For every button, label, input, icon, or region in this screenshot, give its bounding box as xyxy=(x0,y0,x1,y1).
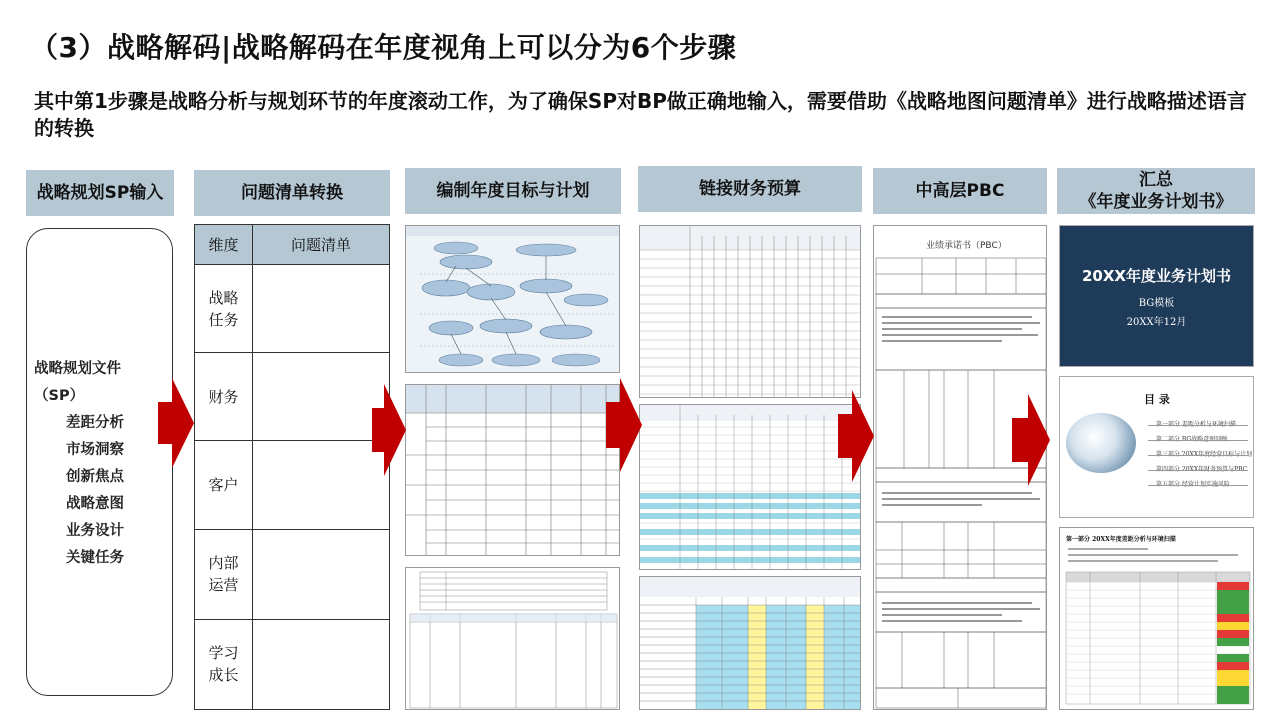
budget-summary-thumbnail xyxy=(639,576,861,710)
header-pbc: 中高层PBC xyxy=(873,168,1047,214)
plan-book-cover xyxy=(1059,225,1254,367)
cover-title: 20XX年度业务计划书 xyxy=(1081,266,1231,285)
sp-item: 战略意图 xyxy=(66,496,124,512)
toc-item: 第五部分 经营计划实施风险 xyxy=(1156,481,1230,488)
arrow-right-icon xyxy=(384,384,406,476)
report-page-thumbnail xyxy=(1059,527,1254,710)
table-row: 学习 成长 xyxy=(195,619,390,709)
header-question-list: 问题清单转换 xyxy=(194,170,390,216)
arrow-right-icon xyxy=(852,390,874,482)
header-sp-input: 战略规划SP输入 xyxy=(26,170,174,216)
plan-form-thumbnail xyxy=(405,567,620,710)
table-row: 财务 xyxy=(195,353,390,441)
budget-table-thumbnail xyxy=(639,225,861,398)
toc-item: 第一部分 差距分析与环境扫描 xyxy=(1156,421,1236,428)
sp-item: 市场洞察 xyxy=(66,442,124,458)
goals-table-thumbnail xyxy=(405,384,620,556)
toc-title: 目 录 xyxy=(1144,393,1170,406)
arrow-body xyxy=(1012,418,1028,462)
toc-item: 第四部分 20XX年财务预算与PBC xyxy=(1156,466,1248,473)
toc-item: 第三部分 20XX年度经营目标与计划 xyxy=(1156,451,1253,458)
arrow-body xyxy=(838,414,852,458)
sp-doc-sub: （SP） xyxy=(34,388,85,404)
cover-subtitle: BG模板 xyxy=(1138,297,1175,309)
arrow-body xyxy=(372,408,384,452)
plan-book-toc xyxy=(1059,376,1254,518)
page-title: （3）战略解码|战略解码在年度视角上可以分为6个步骤 xyxy=(30,31,737,64)
strategy-map-thumbnail xyxy=(405,225,620,373)
globe-icon xyxy=(1066,413,1136,473)
cover-date: 20XX年12月 xyxy=(1126,316,1187,328)
table-header: 维度 xyxy=(195,225,253,265)
arrow-right-icon xyxy=(172,378,194,468)
arrow-right-icon xyxy=(620,378,642,472)
arrow-body xyxy=(158,402,172,444)
arrow-body xyxy=(606,402,620,448)
sp-item: 差距分析 xyxy=(66,415,124,431)
sp-item: 创新焦点 xyxy=(66,469,124,485)
header-finance-budget: 链接财务预算 xyxy=(638,166,862,212)
table-row: 客户 xyxy=(195,441,390,529)
question-table xyxy=(194,224,390,710)
sp-item: 关键任务 xyxy=(66,550,124,566)
header-plan-book: 汇总 《年度业务计划书》 xyxy=(1057,168,1255,214)
page-subtitle: 其中第1步骤是战略分析与规划环节的年度滚动工作，为了确保SP对BP做正确地输入，需要借助《战略地图问题清单》进行战略描述语言的转换 xyxy=(34,89,1247,140)
table-row: 内部 运营 xyxy=(195,529,390,619)
header-annual-goals: 编制年度目标与计划 xyxy=(405,168,621,214)
pbc-title: 业绩承诺书（PBC） xyxy=(926,241,1007,251)
table-row: 战略 任务 xyxy=(195,265,390,353)
pbc-thumbnail xyxy=(873,225,1047,710)
toc-item: 第二部分 BG战略意图回顾 xyxy=(1156,436,1228,443)
sp-input-box xyxy=(26,228,173,696)
sp-doc-label: 战略规划文件 xyxy=(34,361,121,377)
sp-item: 业务设计 xyxy=(66,523,124,539)
table-header: 问题清单 xyxy=(253,225,390,265)
report-title: 第一部分 20XX年度差距分析与环境扫描 xyxy=(1066,536,1176,543)
arrow-right-icon xyxy=(1028,394,1050,486)
budget-detail-thumbnail xyxy=(639,404,861,570)
